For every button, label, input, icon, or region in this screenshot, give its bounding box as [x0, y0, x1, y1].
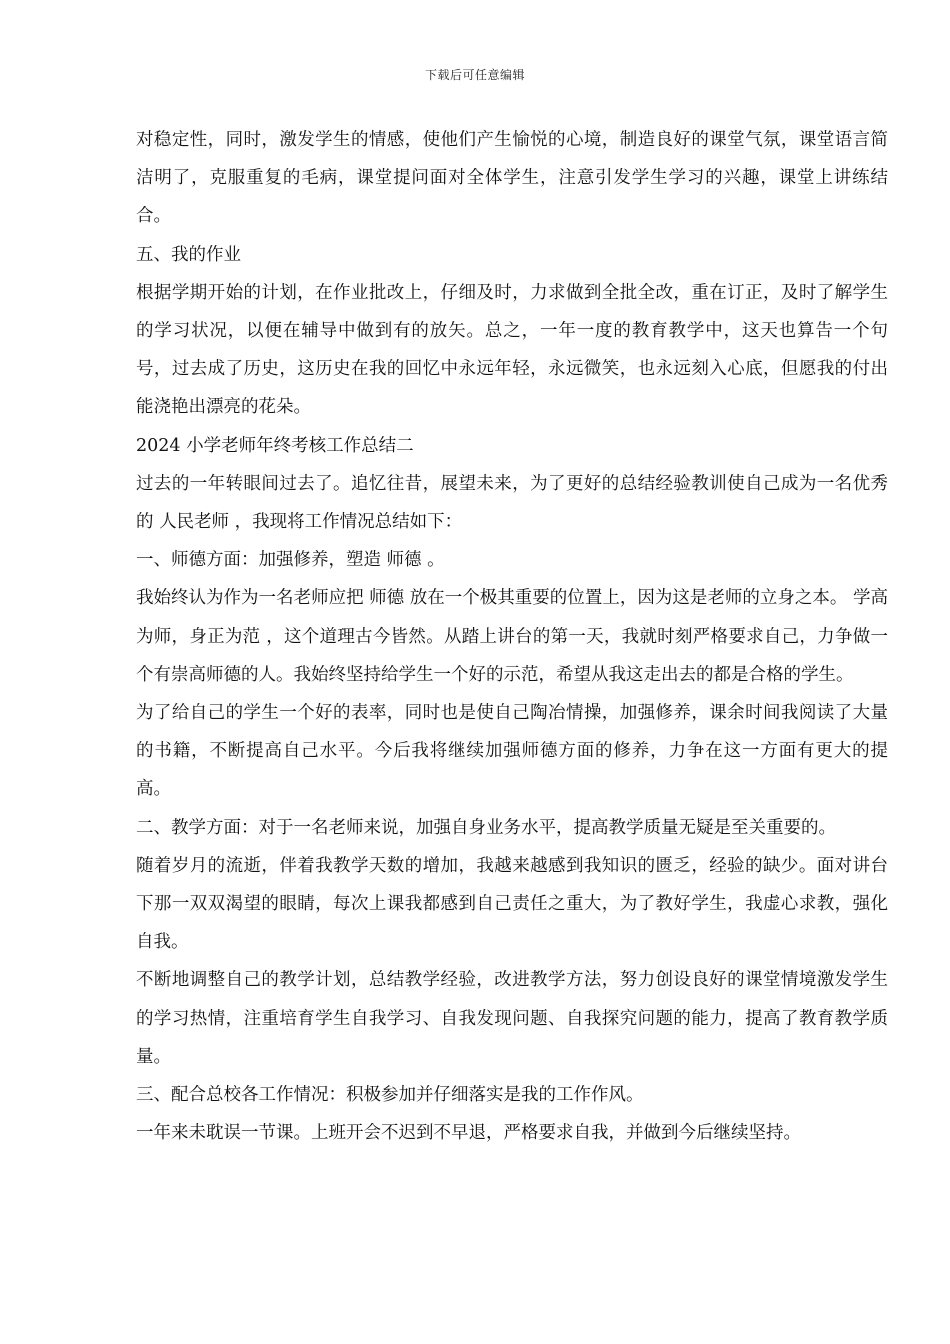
paragraph-intro: 过去的一年转眼间过去了。追忆往昔，展望未来，为了更好的总结经验教训使自己成为一名优秀的 人民老师 ，我现将工作情况总结如下：	[136, 473, 888, 533]
paragraph-homework: 根据学期开始的计划，在作业批改上，仔细及时，力求做到全批全改，重在订正，及时了解学生的学习状况，以便在辅导中做到有的放矢。总之，一年一度的教育教学中，这天也算告一个句号，过去成了历史，这历史在我的回忆中永远年轻，永远微笑，也永远刻入心底，但愿我的付出能浇艳出漂亮的花朵。	[136, 282, 888, 418]
section-heading-teaching: 二、教学方面：对于一名老师来说，加强自身业务水平，提高教学质量无疑是至关重要的。	[136, 817, 836, 838]
paragraph-ethics-2: 为了给自己的学生一个好的表率，同时也是使自己陶冶情操，加强修养，课余时间我阅读了大量的书籍，不断提高自己水平。今后我将继续加强师德方面的修养，力争在这一方面有更大的提高。	[136, 703, 888, 800]
paragraph-teaching-2: 不断地调整自己的教学计划，总结教学经验，改进教学方法，努力创设良好的课堂情境激发学生的学习热情，注重培育学生自我学习、自我发现问题、自我探究问题的能力，提高了教育教学质量。	[136, 970, 888, 1067]
paragraph-teaching-1: 随着岁月的流逝，伴着我教学天数的增加，我越来越感到我知识的匮乏，经验的缺少。面对讲台下那一双双渴望的眼睛，每次上课我都感到自己责任之重大，为了教好学生，我虚心求教，强化自我。	[136, 855, 888, 953]
section-heading-ethics: 一、师德方面：加强修养，塑造 师德 。	[136, 550, 445, 571]
document-subtitle: 2024 小学老师年终考核工作总结二	[136, 435, 414, 456]
document-body	[136, 121, 888, 1152]
section-heading-cooperation: 三、配合总校各工作情况：积极参加并仔细落实是我的工作作风。	[136, 1085, 644, 1106]
section-heading-homework: 五、我的作业	[136, 244, 241, 265]
paragraph-cooperation: 一年来未耽误一节课。上班开会不迟到不早退，严格要求自我，并做到今后继续坚持。	[136, 1123, 801, 1144]
paragraph-ethics-1: 我始终认为作为一名老师应把 师德 放在一个极其重要的位置上，因为这是老师的立身之本。 学高为师，身正为范 ，这个道理古今皆然。从踏上讲台的第一天，我就时刻严格要求自己，力争做一个有崇高师德的人。我始终坚持给学生一个好的示范，希望从我这走出去的都是合格的学生。	[136, 588, 888, 685]
page-header: 下载后可任意编辑	[424, 68, 525, 82]
paragraph-continuation: 对稳定性，同时，激发学生的情感，使他们产生愉悦的心境，制造良好的课堂气氛，课堂语言简洁明了，克服重复的毛病，课堂提问面对全体学生，注意引发学生学习的兴趣，课堂上讲练结合。	[136, 130, 888, 227]
